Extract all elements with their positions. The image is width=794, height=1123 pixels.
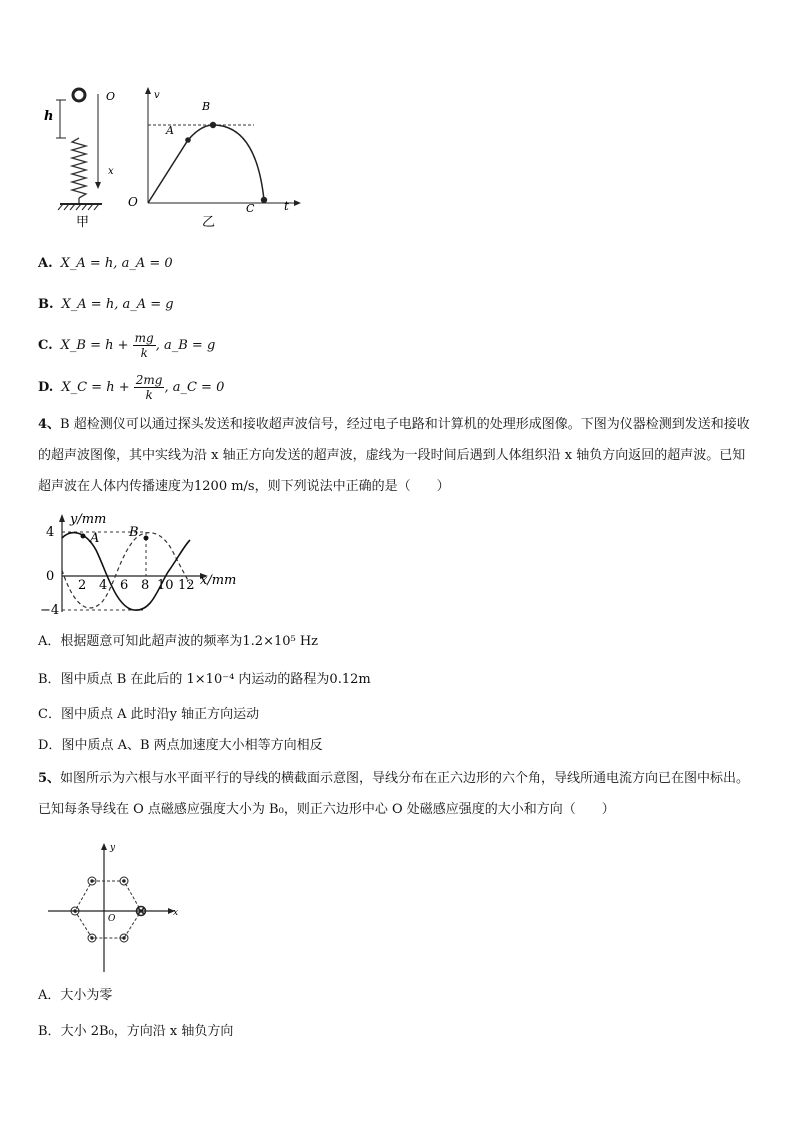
x-tick-label: 12 (178, 578, 195, 593)
fraction-num: 2mg (135, 373, 163, 387)
option-text: X_A = h, a_A = g (61, 297, 174, 312)
option-text: 图中质点 A 此时沿y 轴正方向运动 (60, 707, 260, 722)
caption-yi: 乙 (202, 215, 216, 230)
v-label: v (154, 90, 160, 101)
option-letter: A． (38, 988, 61, 1003)
x-label: x (173, 908, 179, 918)
c-label: C (246, 202, 255, 215)
figure-yi (128, 87, 301, 230)
ball (73, 89, 85, 101)
option-text: X_A = h, a_A = 0 (60, 256, 173, 271)
q4-stem (38, 409, 758, 502)
reflected-wave (62, 533, 190, 608)
fraction-num: mg (134, 331, 154, 345)
x-tick-label: 10 (157, 578, 174, 593)
y-axis-label: y/mm (70, 512, 107, 527)
y-tick-label: 0 (46, 569, 55, 584)
point-b (210, 122, 216, 128)
q5-hexagon-figure (44, 840, 184, 975)
option-text: 图中质点 B 在此后的 1×10⁻⁴ 内运动的路程为0.12m (60, 672, 371, 687)
option-letter: D. (38, 380, 54, 395)
q3-option-d (38, 373, 224, 403)
option-text: 根据题意可知此超声波的频率为1.2×10⁵ Hz (60, 634, 319, 649)
option-letter: B． (38, 672, 61, 687)
o-label-yi: O (128, 195, 138, 209)
q5-stem (38, 763, 758, 825)
question-number: 5、 (38, 771, 61, 786)
question-text: 如图所示为六根与水平面平行的导线的横截面示意图，导线分布在正六边形的六个角，导线所通电流方向已在图中标出。已知每条导线在 O 点磁感应强度大小为 B₀，则正六边形中心 O 处磁感应强度的大小和方向（ ） (38, 771, 750, 817)
q3-option-b (38, 297, 174, 313)
point-b-label: B (129, 525, 139, 540)
option-letter: C. (38, 338, 53, 353)
x-tick-label: 2 (78, 578, 87, 593)
t-label: t (284, 199, 289, 213)
point-a-label: A (90, 531, 100, 546)
figure-jia (44, 89, 115, 230)
q3-option-a (38, 256, 173, 272)
x-label-jia: x (108, 166, 114, 177)
question-text: B 超检测仪可以通过探头发送和接收超声波信号，经过电子电路和计算机的处理形成图像。下图为仪器检测到发送和接收的超声波图像，其中实线为沿 x 轴正方向发送的超声波，虚线为一段时间后遇到人体组织沿 x 轴负方向返回的超声波。已知超声波在人体内传播速度为1200 m/s，则下列说法中正确的是（ ） (38, 417, 750, 494)
q5-option-a (38, 988, 112, 1004)
y-tick-label: 4 (46, 525, 55, 540)
fraction (133, 331, 156, 360)
q3-option-c (38, 331, 215, 361)
fraction-den: k (145, 388, 153, 402)
q4-option-a (38, 634, 318, 650)
option-text: 图中质点 A、B 两点加速度大小相等方向相反 (61, 738, 323, 753)
y-tick-label: −4 (40, 603, 60, 618)
o-label-jia: O (106, 90, 116, 103)
q4-option-b (38, 672, 371, 688)
x-tick-label: 4 (99, 578, 108, 593)
caption-jia: 甲 (76, 215, 90, 230)
y-label: y (110, 843, 116, 853)
point-a (185, 137, 191, 143)
spring (72, 138, 86, 198)
point-c (261, 197, 267, 203)
q4-option-d (38, 738, 323, 754)
h-label: h (44, 109, 54, 124)
q3-figure (36, 82, 316, 232)
q4-option-c (38, 707, 259, 723)
option-letter: B. (38, 297, 54, 312)
option-letter: B． (38, 1024, 61, 1039)
b-label: B (202, 100, 211, 113)
wire-dot (120, 877, 128, 885)
o-label: O (108, 914, 116, 924)
option-lhs: X_B = h + (60, 338, 129, 353)
fraction (134, 373, 165, 402)
point-a (81, 534, 86, 539)
q4-wave-chart (40, 510, 250, 622)
a-label: A (166, 124, 174, 137)
point-b (144, 536, 149, 541)
option-text: 大小 2B₀，方向沿 x 轴负方向 (60, 1024, 234, 1039)
question-number: 4、 (38, 417, 61, 432)
option-letter: D． (38, 738, 62, 753)
x-tick-label: 6 (120, 578, 129, 593)
option-rhs: , a_B = g (155, 338, 216, 353)
option-rhs: , a_C = 0 (164, 380, 225, 395)
option-lhs: X_C = h + (61, 380, 130, 395)
option-text: 大小为零 (60, 988, 113, 1003)
q5-option-b (38, 1024, 233, 1040)
x-axis-label: x/mm (200, 573, 237, 588)
fraction-den: k (140, 346, 148, 360)
option-letter: C． (38, 707, 61, 722)
option-letter: A. (38, 256, 53, 271)
x-tick-label: 8 (141, 578, 150, 593)
option-letter: A． (38, 634, 61, 649)
sent-wave (62, 533, 190, 610)
hexagon (75, 881, 141, 938)
